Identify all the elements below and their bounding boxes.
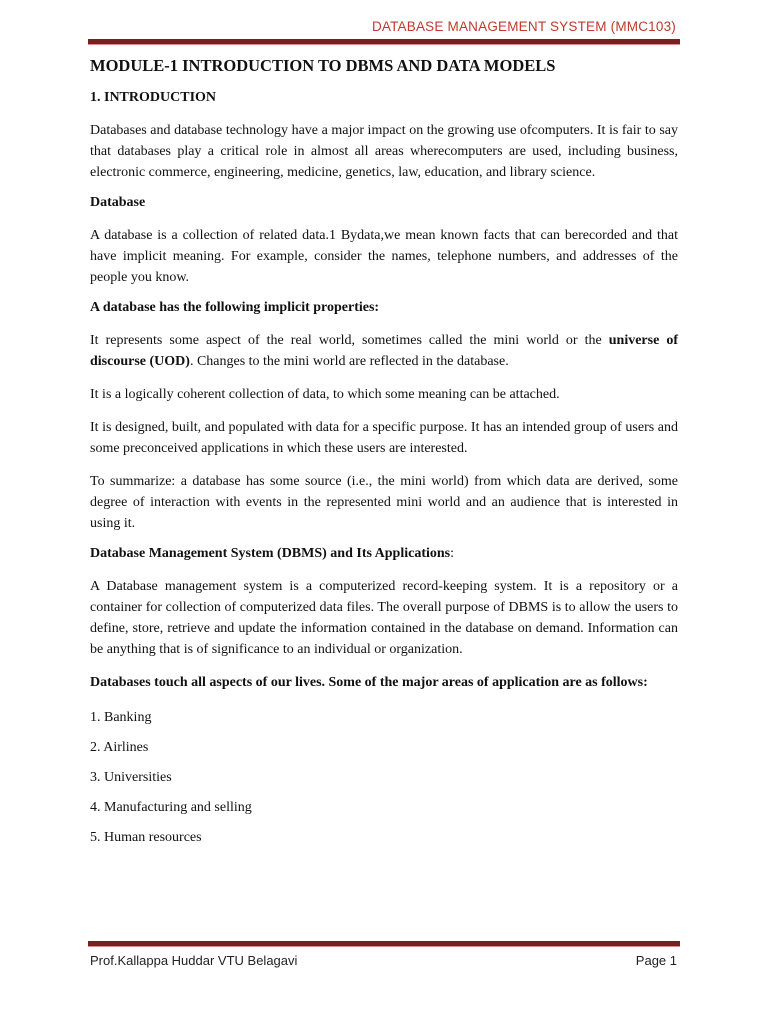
dbms-heading-text: Database Management System (DBMS) and Its Applications [90,546,451,561]
uod-term: universe of discourse (UOD) [90,333,678,369]
module-title: MODULE-1 INTRODUCTION TO DBMS AND DATA MODELS [90,56,556,75]
database-paragraph: A database is a collection of related data.1 Bydata,we mean known facts that can berecorded and that have implicit meaning. For example, consider the names, telephone numbers, and addresses of the people you know. [90,228,678,285]
header-rule [88,39,680,45]
property-uod-paragraph [90,330,678,372]
summary-paragraph: To summarize: a database has some source (i.e., the mini world) from which data are derived, some degree of interaction with events in the represented mini world and an audience that is interested in using it. [90,474,678,531]
footer-rule [88,941,680,947]
list-item: 2. Airlines [90,740,149,755]
property-purpose-paragraph: It is designed, built, and populated with data for a specific purpose. It has an intended group of users and some preconceived applications in which these users are interested. [90,420,678,456]
dbms-heading [90,546,678,562]
applications-list [90,707,678,848]
applications-heading: Databases touch all aspects of our lives. Some of the major areas of application are as follows: [90,675,648,690]
database-heading: Database [90,195,146,210]
property-uod-text-start: It represents some aspect of the real world, sometimes called the mini world or the [90,333,609,348]
dbms-heading-colon: : [450,546,455,561]
property-coherent-paragraph: It is a logically coherent collection of data, to which some meaning can be attached. [90,387,560,402]
list-item: 1. Banking [90,710,152,725]
property-uod-text-end: . Changes to the mini world are reflected in the database. [189,354,509,369]
list-item: 4. Manufacturing and selling [90,800,252,815]
footer-author: Prof.Kallappa Huddar VTU Belagavi [90,953,298,968]
intro-paragraph: Databases and database technology have a major impact on the growing use ofcomputers. It is fair to say that databases play a critical role in almost all areas wherecomputers are used, including business, electronic commerce, engineering, medicine, genetics, law, education, and library science. [90,123,678,180]
list-item: 3. Universities [90,770,172,785]
dbms-paragraph: A Database management system is a computerized record-keeping system. It is a repository or a container for collection of computerized data files. The overall purpose of DBMS is to allow the users to define, store, retrieve and update the information contained in the database on demand. Information can be anything that is of significance to an individual or organization. [90,579,678,657]
footer-page-number: Page 1 [635,953,677,968]
intro-heading: 1. INTRODUCTION [90,90,217,105]
list-item: 5. Human resources [90,830,202,845]
page-header-title: DATABASE MANAGEMENT SYSTEM (MMC103) [371,19,676,34]
document-body [90,56,678,857]
properties-heading: A database has the following implicit properties: [90,300,380,315]
